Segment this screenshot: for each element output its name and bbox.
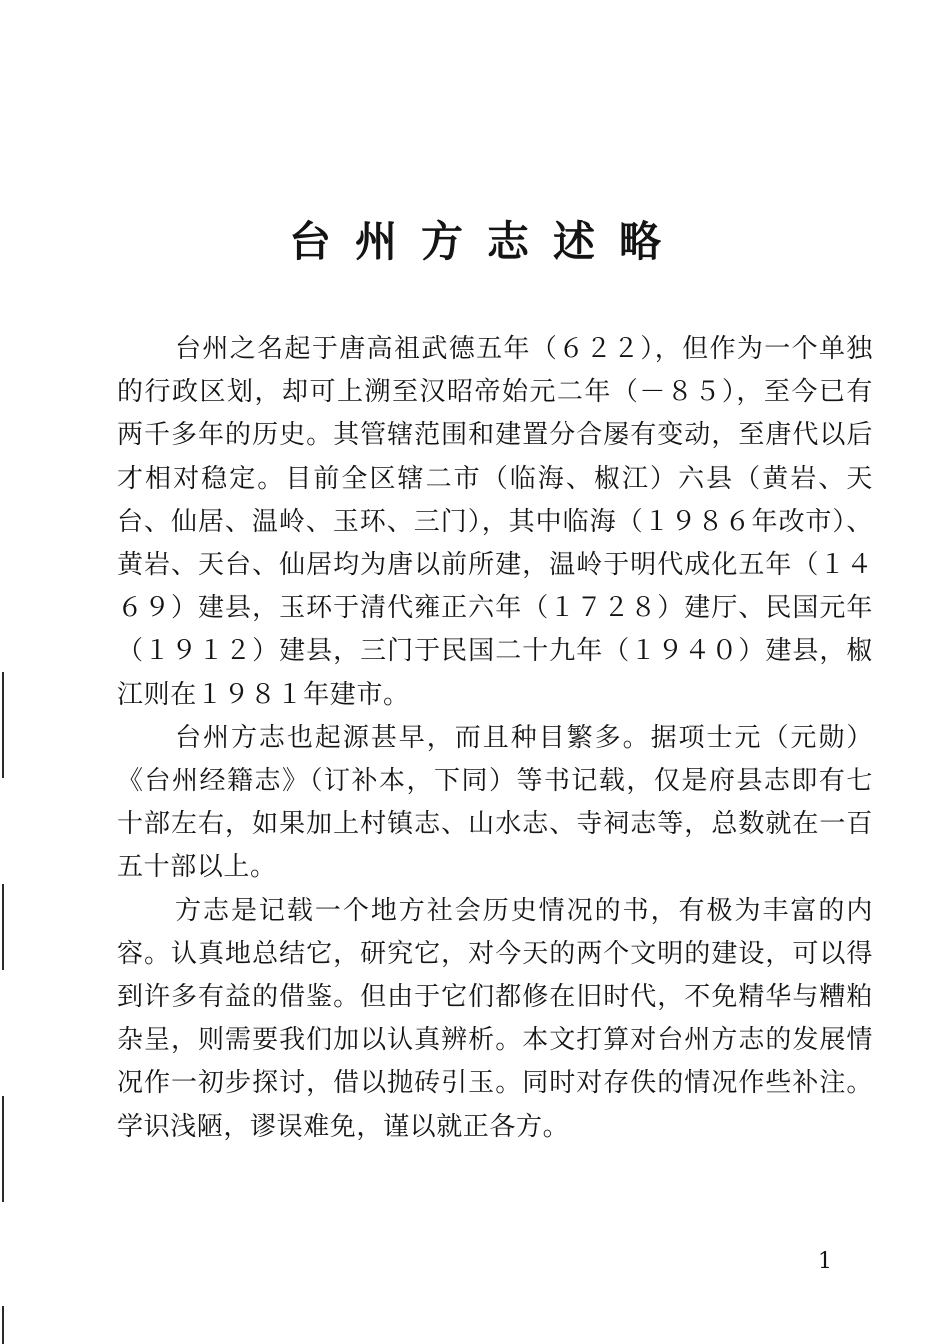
paragraph-2: 台州方志也起源甚早，而且种目繁多。据项士元（元勋）《台州经籍志》（订补本，下同）等书记载，仅是府县志即有七十部左右，如果加上村镇志、山水志、寺祠志等，总数就在一百五十部以上。	[117, 722, 873, 883]
scan-mark	[2, 884, 4, 970]
scan-mark	[2, 672, 4, 778]
scan-mark	[2, 1096, 4, 1202]
scan-mark	[2, 1306, 4, 1344]
page-number: 1	[818, 1249, 832, 1274]
paragraph-1: 台州之名起于唐高祖武德五年（６２２），但作为一个单独的行政区划，却可上溯至汉昭帝始元二年（－８５），至今已有两千多年的历史。其管辖范围和建置分合屡有变动，至唐代以后才相对稳定。目前全区辖二市（临海、椒江）六县（黄岩、天台、仙居、温岭、玉环、三门），其中临海（１９８６年改市）、黄岩、天台、仙居均为唐以前所建，温岭于明代成化五年（１４６９）建县，玉环于清代雍正六年（１７２８）建厅、民国元年（１９１２）建县，三门于民国二十九年（１９４０）建县，椒江则在１９８１年建市。	[117, 334, 873, 710]
paragraph-3: 方志是记载一个地方社会历史情况的书，有极为丰富的内容。认真地总结它，研究它，对今天的两个文明的建设，可以得到许多有益的借鉴。但由于它们都修在旧时代，不免精华与糟粕杂呈，则需要我们加以认真辨析。本文打算对台州方志的发展情况作一初步探讨，借以抛砖引玉。同时对存佚的情况作些补注。学识浅陋，谬误难免，谨以就正各方。	[117, 895, 873, 1142]
page-title: 台州方志述略	[288, 217, 685, 267]
body-text	[117, 328, 873, 1149]
